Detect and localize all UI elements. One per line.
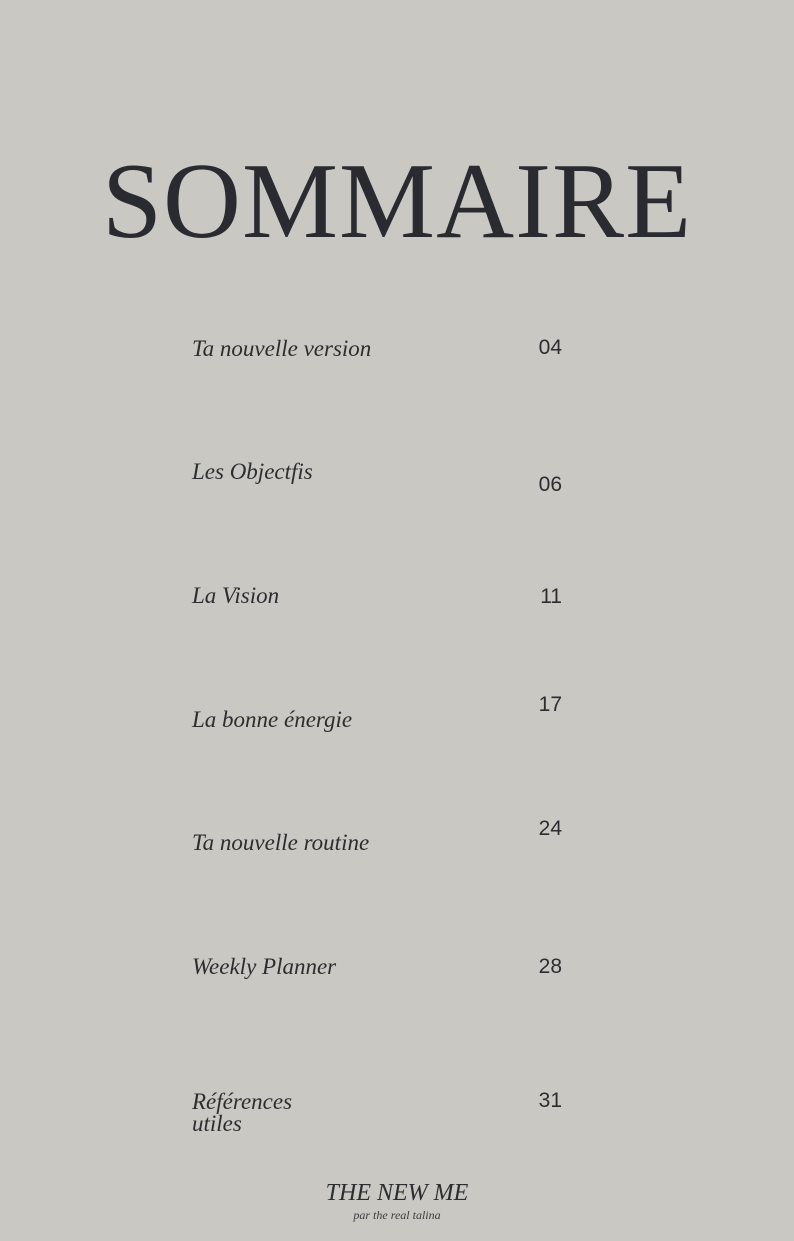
- toc-entry-label: Les Objectfis: [192, 459, 313, 484]
- footer-byline: par the real talina: [353, 1208, 441, 1222]
- toc-entry-label: La bonne énergie: [192, 707, 353, 732]
- toc-entry-label: Ta nouvelle routine: [192, 830, 370, 855]
- toc-entry-label: Ta nouvelle version: [192, 336, 372, 361]
- toc-entry-label: Références utiles: [192, 1089, 293, 1136]
- toc-entry-label: Weekly Planner: [192, 954, 337, 979]
- toc-entry-page-number: 24: [538, 817, 562, 840]
- page-title: SOMMAIRE: [101, 142, 693, 261]
- toc-entry-label: La Vision: [192, 583, 280, 608]
- toc-entry-page-number: 06: [538, 473, 562, 496]
- toc-entry-page-number: 31: [538, 1089, 562, 1112]
- toc-entry-page-number: 17: [538, 693, 562, 716]
- toc-entry-page-number: 11: [540, 585, 562, 608]
- footer-brand: THE NEW ME: [325, 1180, 469, 1206]
- toc-entry-page-number: 28: [538, 955, 562, 978]
- toc-entry-page-number: 04: [538, 336, 562, 359]
